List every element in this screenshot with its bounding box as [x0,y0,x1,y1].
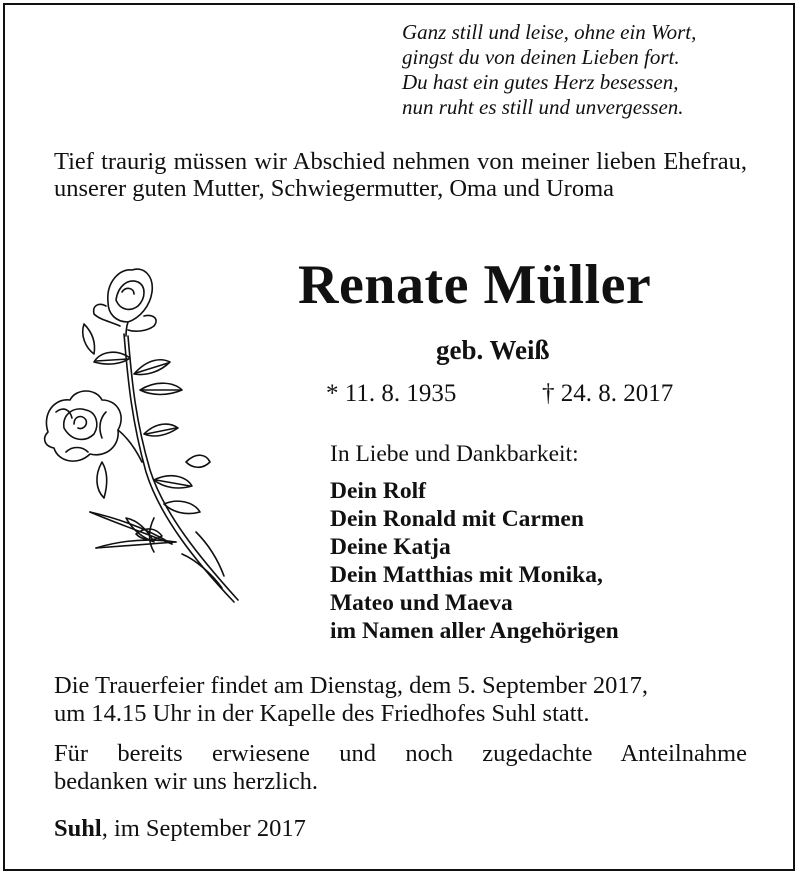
funeral-line: Die Trauerfeier findet am Dienstag, dem 5. September 2017, [54,672,648,699]
poem-line: Du hast ein gutes Herz besessen, [402,70,679,94]
birth-date: * 11. 8. 1935 [326,380,457,407]
deceased-name: Renate Müller [298,254,652,316]
funeral-line: um 14.15 Uhr in der Kapelle des Friedhofes Suhl statt. [54,700,590,727]
death-date: † 24. 8. 2017 [542,380,674,407]
gratitude-line: Für bereits erwiesene und noch zugedachte Anteilnahme [54,740,747,767]
gratitude-notice [54,740,747,796]
poem [402,20,782,120]
place-date: , im September 2017 [101,815,306,842]
funeral-notice [54,672,747,728]
gratitude-line: bedanken wir uns herzlich. [54,768,318,795]
poem-line: gingst du von deinen Lieben fort. [402,45,680,69]
mourner-entry: im Namen aller Angehörigen [330,618,619,644]
poem-line: Ganz still und leise, ohne ein Wort, [402,20,697,44]
birth-name: geb. Weiß [436,335,550,365]
mourner-entry: Dein Ronald mit Carmen [330,506,584,532]
mourners-list [330,477,619,645]
place-and-date [54,815,306,843]
mourner-entry: Deine Katja [330,534,451,560]
intro-text: Tief traurig müssen wir Abschied nehmen von meiner lieben Ehefrau, unserer guten Mutter, Schwiegermutter, Oma und Uroma [54,148,747,202]
rose-illustration-icon [36,262,246,612]
poem-line: nun ruht es still und unvergessen. [402,95,684,119]
mourner-entry: Dein Rolf [330,478,426,504]
mourner-entry: Mateo und Maeva [330,590,513,616]
mourners-heading: In Liebe und Dankbarkeit: [330,441,579,467]
mourner-entry: Dein Matthias mit Monika, [330,562,603,588]
life-dates [326,380,674,408]
place-city: Suhl [54,815,102,842]
